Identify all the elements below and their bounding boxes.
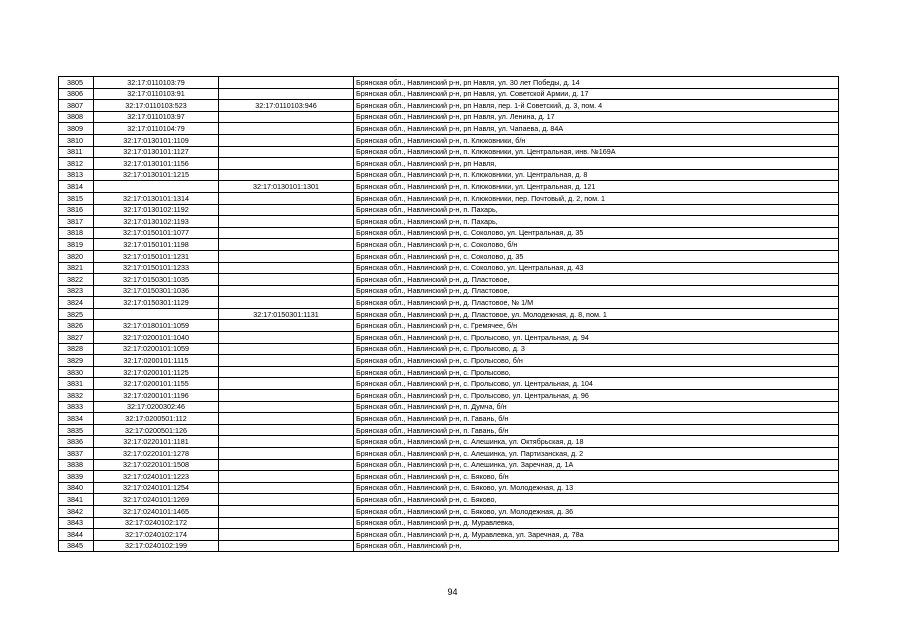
cadastral-number-cell: 32:17:0180101:1059 [94, 320, 219, 332]
cadastral-number-cell: 32:17:0240102:172 [94, 517, 219, 529]
related-cadastral-number-cell [219, 227, 354, 239]
cadastral-number-cell: 32:17:0200101:1040 [94, 332, 219, 344]
table-row [59, 482, 839, 494]
related-cadastral-number-cell [219, 413, 354, 425]
table-row [59, 111, 839, 123]
related-cadastral-number-cell [219, 250, 354, 262]
table-row [59, 134, 839, 146]
table-row [59, 158, 839, 170]
row-number-cell: 3819 [59, 239, 94, 251]
row-number-cell: 3806 [59, 88, 94, 100]
cadastral-number-cell: 32:17:0150101:1198 [94, 239, 219, 251]
address-cell: Брянская обл., Навлинский р-н, с. Бяково, ул. Молодежная, д. 13 [354, 482, 839, 494]
cadastral-number-cell: 32:17:0200501:126 [94, 424, 219, 436]
row-number-cell: 3821 [59, 262, 94, 274]
related-cadastral-number-cell [219, 320, 354, 332]
address-cell: Брянская обл., Навлинский р-н, п. Пахарь, [354, 204, 839, 216]
related-cadastral-number-cell [219, 285, 354, 297]
cadastral-number-cell: 32:17:0150101:1233 [94, 262, 219, 274]
related-cadastral-number-cell [219, 88, 354, 100]
address-cell: Брянская обл., Навлинский р-н, с. Пролысово, ул. Центральная, д. 94 [354, 332, 839, 344]
row-number-cell: 3829 [59, 355, 94, 367]
related-cadastral-number-cell [219, 366, 354, 378]
cadastral-number-cell: 32:17:0200101:1196 [94, 390, 219, 402]
table-row [59, 308, 839, 320]
related-cadastral-number-cell: 32:17:0130101:1301 [219, 181, 354, 193]
table-row [59, 424, 839, 436]
table-row [59, 459, 839, 471]
related-cadastral-number-cell [219, 332, 354, 344]
related-cadastral-number-cell [219, 505, 354, 517]
row-number-cell: 3831 [59, 378, 94, 390]
cadastral-number-cell: 32:17:0130101:1156 [94, 158, 219, 170]
row-number-cell: 3842 [59, 505, 94, 517]
address-cell: Брянская обл., Навлинский р-н, п. Клюковники, ул. Центральная, д. 8 [354, 169, 839, 181]
cadastral-number-cell: 32:17:0110103:91 [94, 88, 219, 100]
address-cell: Брянская обл., Навлинский р-н, п. Клюковники, б/н [354, 134, 839, 146]
cadastral-number-cell: 32:17:0200302:46 [94, 401, 219, 413]
related-cadastral-number-cell [219, 216, 354, 228]
cadastral-number-cell [94, 181, 219, 193]
table-row [59, 320, 839, 332]
related-cadastral-number-cell: 32:17:0150301:1131 [219, 308, 354, 320]
row-number-cell: 3843 [59, 517, 94, 529]
row-number-cell: 3812 [59, 158, 94, 170]
row-number-cell: 3840 [59, 482, 94, 494]
address-cell: Брянская обл., Навлинский р-н, рп Навля, [354, 158, 839, 170]
table-row [59, 505, 839, 517]
address-cell: Брянская обл., Навлинский р-н, с. Пролысово, д. 3 [354, 343, 839, 355]
related-cadastral-number-cell [219, 355, 354, 367]
row-number-cell: 3834 [59, 413, 94, 425]
related-cadastral-number-cell [219, 204, 354, 216]
row-number-cell: 3841 [59, 494, 94, 506]
table-row [59, 77, 839, 89]
address-cell: Брянская обл., Навлинский р-н, с. Пролысово, б/н [354, 355, 839, 367]
related-cadastral-number-cell [219, 517, 354, 529]
cadastral-number-cell: 32:17:0200501:112 [94, 413, 219, 425]
cadastral-number-cell [94, 308, 219, 320]
address-cell: Брянская обл., Навлинский р-н, д. Пластовое, [354, 274, 839, 286]
table-row [59, 517, 839, 529]
related-cadastral-number-cell [219, 274, 354, 286]
table-row [59, 274, 839, 286]
row-number-cell: 3814 [59, 181, 94, 193]
table-row [59, 355, 839, 367]
address-cell: Брянская обл., Навлинский р-н, с. Соколово, д. 35 [354, 250, 839, 262]
related-cadastral-number-cell [219, 192, 354, 204]
related-cadastral-number-cell [219, 146, 354, 158]
table-row [59, 204, 839, 216]
related-cadastral-number-cell [219, 239, 354, 251]
row-number-cell: 3820 [59, 250, 94, 262]
cadastral-number-cell: 32:17:0150301:1129 [94, 297, 219, 309]
address-cell: Брянская обл., Навлинский р-н, п. Пахарь, [354, 216, 839, 228]
address-cell: Брянская обл., Навлинский р-н, п. Гавань, б/н [354, 413, 839, 425]
related-cadastral-number-cell [219, 77, 354, 89]
related-cadastral-number-cell [219, 436, 354, 448]
related-cadastral-number-cell [219, 169, 354, 181]
cadastral-number-cell: 32:17:0150101:1231 [94, 250, 219, 262]
table-row [59, 250, 839, 262]
address-cell: Брянская обл., Навлинский р-н, с. Соколово, ул. Центральная, д. 43 [354, 262, 839, 274]
cadastral-number-cell: 32:17:0200101:1155 [94, 378, 219, 390]
address-cell: Брянская обл., Навлинский р-н, рп Навля, ул. Советской Армии, д. 17 [354, 88, 839, 100]
related-cadastral-number-cell [219, 123, 354, 135]
table-row [59, 123, 839, 135]
address-cell: Брянская обл., Навлинский р-н, с. Пролысово, [354, 366, 839, 378]
row-number-cell: 3825 [59, 308, 94, 320]
cadastral-number-cell: 32:17:0110103:97 [94, 111, 219, 123]
cadastral-number-cell: 32:17:0200101:1125 [94, 366, 219, 378]
row-number-cell: 3823 [59, 285, 94, 297]
row-number-cell: 3815 [59, 192, 94, 204]
address-cell: Брянская обл., Навлинский р-н, рп Навля, ул. Ленина, д. 17 [354, 111, 839, 123]
related-cadastral-number-cell [219, 134, 354, 146]
cadastral-number-cell: 32:17:0130101:1215 [94, 169, 219, 181]
cadastral-number-cell: 32:17:0200101:1059 [94, 343, 219, 355]
row-number-cell: 3817 [59, 216, 94, 228]
table-row [59, 100, 839, 112]
row-number-cell: 3824 [59, 297, 94, 309]
cadastral-number-cell: 32:17:0150301:1036 [94, 285, 219, 297]
address-cell: Брянская обл., Навлинский р-н, д. Пластовое, ул. Молодежная, д. 8, пом. 1 [354, 308, 839, 320]
table-row [59, 540, 839, 552]
row-number-cell: 3844 [59, 529, 94, 541]
table-row [59, 239, 839, 251]
table-row [59, 192, 839, 204]
address-cell: Брянская обл., Навлинский р-н, с. Бяково, [354, 494, 839, 506]
cadastral-number-cell: 32:17:0240101:1465 [94, 505, 219, 517]
related-cadastral-number-cell [219, 494, 354, 506]
related-cadastral-number-cell [219, 111, 354, 123]
address-cell: Брянская обл., Навлинский р-н, п. Клюковники, ул. Центральная, д. 121 [354, 181, 839, 193]
cadastral-number-cell: 32:17:0110104:79 [94, 123, 219, 135]
address-cell: Брянская обл., Навлинский р-н, п. Думча, б/н [354, 401, 839, 413]
cadastral-number-cell: 32:17:0240102:174 [94, 529, 219, 541]
table-row [59, 378, 839, 390]
table-row [59, 169, 839, 181]
address-cell: Брянская обл., Навлинский р-н, п. Клюковники, ул. Центральная, инв. №169А [354, 146, 839, 158]
table-row [59, 88, 839, 100]
row-number-cell: 3818 [59, 227, 94, 239]
row-number-cell: 3805 [59, 77, 94, 89]
cadastral-number-cell: 32:17:0150101:1077 [94, 227, 219, 239]
cadastral-number-cell: 32:17:0240101:1269 [94, 494, 219, 506]
row-number-cell: 3811 [59, 146, 94, 158]
related-cadastral-number-cell [219, 482, 354, 494]
cadastral-number-cell: 32:17:0150301:1035 [94, 274, 219, 286]
table-row [59, 471, 839, 483]
row-number-cell: 3813 [59, 169, 94, 181]
row-number-cell: 3838 [59, 459, 94, 471]
related-cadastral-number-cell: 32:17:0110103:946 [219, 100, 354, 112]
cadastral-number-cell: 32:17:0110103:79 [94, 77, 219, 89]
address-cell: Брянская обл., Навлинский р-н, рп Навля, ул. Чапаева, д. 84А [354, 123, 839, 135]
registry-table [58, 76, 839, 552]
related-cadastral-number-cell [219, 343, 354, 355]
cadastral-number-cell: 32:17:0240102:199 [94, 540, 219, 552]
address-cell: Брянская обл., Навлинский р-н, п. Гавань, б/н [354, 424, 839, 436]
address-cell: Брянская обл., Навлинский р-н, п. Клюковники, пер. Почтовый, д. 2, пом. 1 [354, 192, 839, 204]
table-row [59, 227, 839, 239]
table-row [59, 262, 839, 274]
address-cell: Брянская обл., Навлинский р-н, с. Алешинка, ул. Заречная, д. 1А [354, 459, 839, 471]
cadastral-number-cell: 32:17:0220101:1278 [94, 448, 219, 460]
row-number-cell: 3822 [59, 274, 94, 286]
address-cell: Брянская обл., Навлинский р-н, с. Гремячее, б/н [354, 320, 839, 332]
address-cell: Брянская обл., Навлинский р-н, с. Пролысово, ул. Центральная, д. 96 [354, 390, 839, 402]
table-row [59, 448, 839, 460]
table-row [59, 401, 839, 413]
row-number-cell: 3809 [59, 123, 94, 135]
row-number-cell: 3816 [59, 204, 94, 216]
cadastral-number-cell: 32:17:0110103:523 [94, 100, 219, 112]
table-row [59, 494, 839, 506]
row-number-cell: 3807 [59, 100, 94, 112]
row-number-cell: 3828 [59, 343, 94, 355]
address-cell: Брянская обл., Навлинский р-н, рп Навля, пер. 1-й Советский, д. 3, пом. 4 [354, 100, 839, 112]
row-number-cell: 3826 [59, 320, 94, 332]
address-cell: Брянская обл., Навлинский р-н, д. Муравлевка, [354, 517, 839, 529]
related-cadastral-number-cell [219, 540, 354, 552]
row-number-cell: 3827 [59, 332, 94, 344]
address-cell: Брянская обл., Навлинский р-н, д. Пластовое, № 1/М [354, 297, 839, 309]
address-cell: Брянская обл., Навлинский р-н, [354, 540, 839, 552]
address-cell: Брянская обл., Навлинский р-н, с. Бяково, ул. Молодежная, д. 36 [354, 505, 839, 517]
cadastral-number-cell: 32:17:0220101:1181 [94, 436, 219, 448]
table-row [59, 216, 839, 228]
related-cadastral-number-cell [219, 401, 354, 413]
related-cadastral-number-cell [219, 529, 354, 541]
address-cell: Брянская обл., Навлинский р-н, с. Соколово, б/н [354, 239, 839, 251]
related-cadastral-number-cell [219, 158, 354, 170]
related-cadastral-number-cell [219, 297, 354, 309]
table-row [59, 146, 839, 158]
page-number: 94 [447, 587, 458, 597]
table-row [59, 366, 839, 378]
cadastral-number-cell: 32:17:0240101:1223 [94, 471, 219, 483]
cadastral-number-cell: 32:17:0220101:1508 [94, 459, 219, 471]
table-row [59, 413, 839, 425]
address-cell: Брянская обл., Навлинский р-н, с. Соколово, ул. Центральная, д. 35 [354, 227, 839, 239]
row-number-cell: 3835 [59, 424, 94, 436]
row-number-cell: 3830 [59, 366, 94, 378]
row-number-cell: 3832 [59, 390, 94, 402]
row-number-cell: 3833 [59, 401, 94, 413]
table-row [59, 285, 839, 297]
cadastral-number-cell: 32:17:0130102:1193 [94, 216, 219, 228]
table-row [59, 436, 839, 448]
related-cadastral-number-cell [219, 262, 354, 274]
table-row [59, 390, 839, 402]
cadastral-number-cell: 32:17:0130101:1109 [94, 134, 219, 146]
cadastral-number-cell: 32:17:0130101:1314 [94, 192, 219, 204]
address-cell: Брянская обл., Навлинский р-н, д. Пластовое, [354, 285, 839, 297]
row-number-cell: 3836 [59, 436, 94, 448]
related-cadastral-number-cell [219, 390, 354, 402]
cadastral-number-cell: 32:17:0130102:1192 [94, 204, 219, 216]
row-number-cell: 3837 [59, 448, 94, 460]
row-number-cell: 3810 [59, 134, 94, 146]
table-row [59, 529, 839, 541]
related-cadastral-number-cell [219, 471, 354, 483]
address-cell: Брянская обл., Навлинский р-н, рп Навля, ул. 30 лет Победы, д. 14 [354, 77, 839, 89]
address-cell: Брянская обл., Навлинский р-н, с. Бяково, б/н [354, 471, 839, 483]
row-number-cell: 3808 [59, 111, 94, 123]
address-cell: Брянская обл., Навлинский р-н, с. Алешинка, ул. Октябрьская, д. 18 [354, 436, 839, 448]
cadastral-number-cell: 32:17:0240101:1254 [94, 482, 219, 494]
table-row [59, 343, 839, 355]
related-cadastral-number-cell [219, 459, 354, 471]
related-cadastral-number-cell [219, 424, 354, 436]
registry-table-body [59, 77, 839, 552]
table-row [59, 332, 839, 344]
table-row [59, 181, 839, 193]
address-cell: Брянская обл., Навлинский р-н, с. Пролысово, ул. Центральная, д. 104 [354, 378, 839, 390]
related-cadastral-number-cell [219, 378, 354, 390]
table-row [59, 297, 839, 309]
related-cadastral-number-cell [219, 448, 354, 460]
address-cell: Брянская обл., Навлинский р-н, с. Алешинка, ул. Партизанская, д. 2 [354, 448, 839, 460]
row-number-cell: 3845 [59, 540, 94, 552]
cadastral-number-cell: 32:17:0200101:1115 [94, 355, 219, 367]
row-number-cell: 3839 [59, 471, 94, 483]
address-cell: Брянская обл., Навлинский р-н, д. Муравлевка, ул. Заречная, д. 78а [354, 529, 839, 541]
cadastral-number-cell: 32:17:0130101:1127 [94, 146, 219, 158]
